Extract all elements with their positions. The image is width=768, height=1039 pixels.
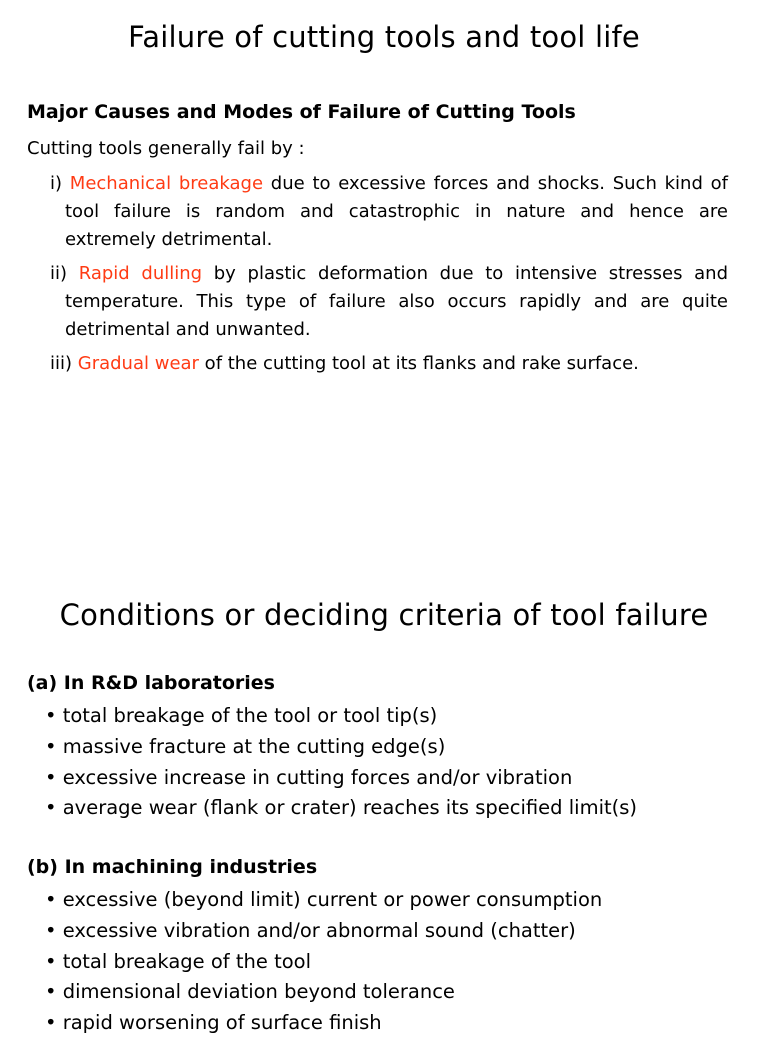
list-item: • excessive increase in cutting forces and/or vibration	[45, 763, 745, 794]
mode-marker: iii)	[50, 353, 78, 374]
mode-description: due to excessive forces and shocks. Such kind of tool failure is random and catastrophic in nature and hence are extremely detrimental.	[65, 173, 728, 250]
list-item: • dimensional deviation beyond tolerance	[45, 977, 745, 1008]
section-heading: Major Causes and Modes of Failure of Cutting Tools	[27, 101, 576, 123]
slide-title: Failure of cutting tools and tool life	[128, 20, 640, 54]
slide-tool-failure	[0, 0, 768, 512]
list-item: • massive fracture at the cutting edge(s)	[45, 732, 745, 763]
failure-mode-item	[50, 350, 728, 378]
mode-marker: i)	[50, 173, 70, 194]
mode-highlight: Gradual wear	[77, 353, 199, 374]
mode-highlight: Rapid dulling	[78, 263, 203, 284]
list-item: • rapid worsening of surface finish	[45, 1008, 745, 1039]
section-heading-rd: (a) In R&D laboratories	[27, 672, 275, 694]
mode-description: of the cutting tool at its flanks and rake surface.	[198, 353, 639, 374]
mode-highlight: Mechanical breakage	[69, 173, 264, 194]
list-item: • total breakage of the tool or tool tip(s)	[45, 701, 745, 732]
list-item: • excessive (beyond limit) current or power consumption	[45, 885, 745, 916]
slide-title: Conditions or deciding criteria of tool failure	[59, 598, 709, 632]
mode-marker: ii)	[50, 263, 79, 284]
list-item: • average wear (flank or crater) reaches its specified limit(s)	[45, 793, 745, 824]
criteria-list-rd	[45, 701, 745, 824]
failure-mode-item	[50, 260, 728, 344]
criteria-list-industry	[45, 885, 745, 1039]
list-item: • total breakage of the tool	[45, 947, 745, 978]
intro-text: Cutting tools generally fail by :	[27, 138, 305, 159]
section-heading-industry: (b) In machining industries	[27, 856, 318, 878]
failure-modes-list	[50, 170, 728, 384]
failure-mode-item	[50, 170, 728, 254]
slide-failure-criteria	[0, 512, 768, 1035]
mode-description: by plastic deformation due to intensive stresses and temperature. This type of failure also occurs rapidly and are quite detrimental and unwanted.	[65, 263, 729, 340]
list-item: • excessive vibration and/or abnormal sound (chatter)	[45, 916, 745, 947]
